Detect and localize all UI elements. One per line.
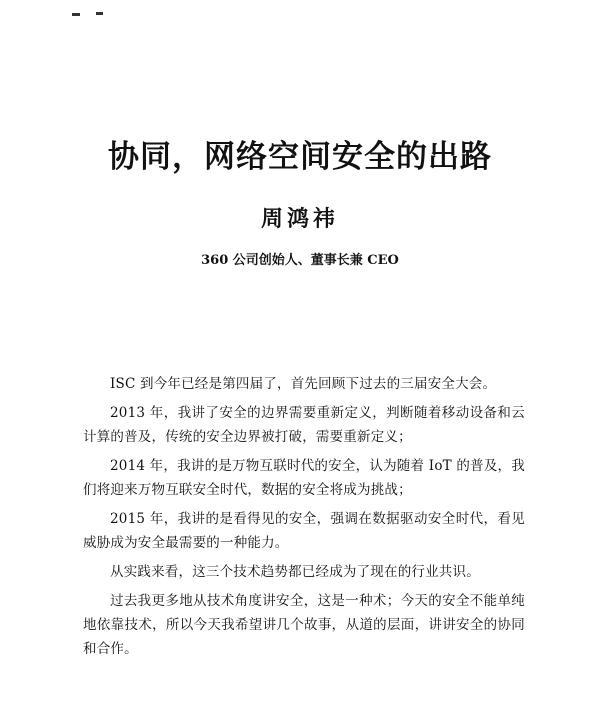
article-title: 协同，网络空间安全的出路 xyxy=(108,139,492,175)
scan-artifact xyxy=(72,13,80,16)
paragraph: ISC 到今年已经是第四届了，首先回顾下过去的三届安全大会。 xyxy=(110,376,497,392)
paragraph: 过去我更多地从技术角度讲安全，这是一种术；今天的安全不能单纯地依靠技术，所以今天我希望讲几个故事，从道的层面，讲讲安全的协同和合作。 xyxy=(83,593,525,657)
paragraph: 2013 年，我讲了安全的边界需要重新定义，判断随着移动设备和云计算的普及，传统的安全边界被打破，需要重新定义； xyxy=(83,405,525,445)
author-name: 周鸿祎 xyxy=(260,206,339,232)
author-affiliation: 360 公司创始人、董事长兼 CEO xyxy=(201,253,399,268)
paragraph: 2015 年，我讲的是看得见的安全，强调在数据驱动安全时代，看见威胁成为安全最需要的一种能力。 xyxy=(83,511,525,551)
scan-artifact xyxy=(96,12,103,15)
paragraph: 2014 年，我讲的是万物互联时代的安全，认为随着 IoT 的普及，我们将迎来万物互联安全时代，数据的安全将成为挑战； xyxy=(83,458,525,498)
article-body xyxy=(83,372,525,666)
paragraph: 从实践来看，这三个技术趋势都已经成为了现在的行业共识。 xyxy=(110,564,480,580)
